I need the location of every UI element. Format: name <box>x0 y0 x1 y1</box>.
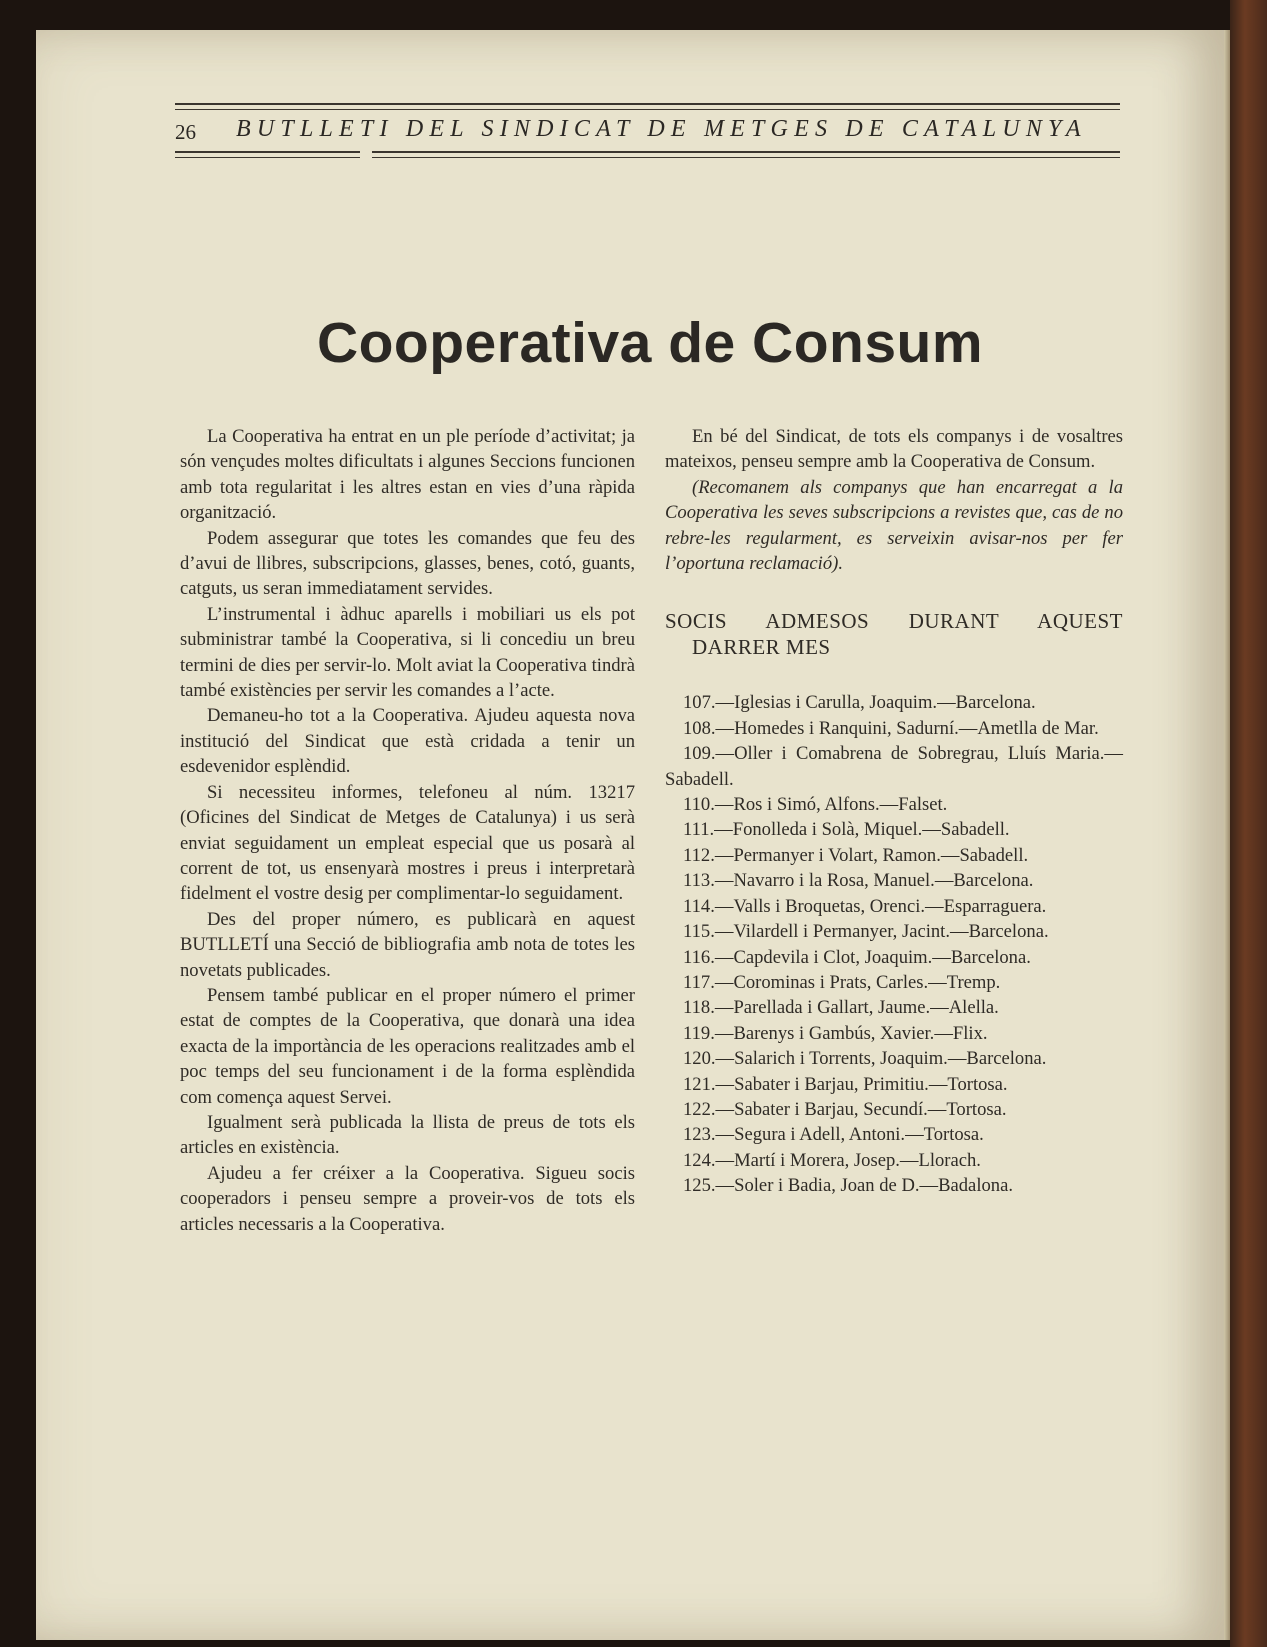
subscription-note: (Recomanem als companys que han encarregat a la Cooperativa les seves subscripcions a revistes que, cas de no rebre-les regularment, es serveixin avisar-nos per fer l’oportuna reclamació). <box>665 476 1123 575</box>
right-column <box>665 424 1123 1199</box>
header-rule-top-thin <box>175 109 1120 110</box>
member-entry: 110.—Ros i Simó, Alfons.—Falset. <box>683 794 948 816</box>
member-entry: 107.—Iglesias i Carulla, Joaquim.—Barcelona. <box>683 692 1036 714</box>
member-entry: 117.—Corominas i Prats, Carles.—Tremp. <box>683 971 1001 993</box>
member-entry: 115.—Vilardell i Permanyer, Jacint.—Barcelona. <box>683 921 1049 943</box>
member-entry: 111.—Fonolleda i Solà, Miquel.—Sabadell. <box>683 819 1010 841</box>
article-title: Cooperativa de Consum <box>316 311 984 375</box>
member-entry: 113.—Navarro i la Rosa, Manuel.—Barcelona. <box>683 870 1034 892</box>
paragraph: Si necessiteu informes, telefoneu al núm. 13217 (Oficines del Sindicat de Metges de Catalunya) i us serà enviat seguidament un empleat especial que us posarà al corrent de tot, us ensenyarà mostres i preus i interpretarà fidelment el vostre desig per complimentar-lo seguidament. <box>180 781 635 905</box>
member-entry: 124.—Martí i Morera, Josep.—Llorach. <box>683 1149 981 1171</box>
paragraph: Des del proper número, es publicarà en aquest BUTLLETÍ una Secció de bibliografia amb nota de totes les novetats publicades. <box>180 908 635 981</box>
members-heading-line1: SOCIS ADMESOS DURANT AQUEST <box>665 609 1123 634</box>
member-entry: 112.—Permanyer i Volart, Ramon.—Sabadell. <box>683 844 1029 866</box>
paragraph: Demaneu-ho tot a la Cooperativa. Ajudeu aquesta nova institució del Sindicat que està cridada a tenir un esdevenidor esplèndid. <box>180 705 635 778</box>
member-entry: 108.—Homedes i Ranquini, Sadurní.—Ametlla de Mar. <box>683 717 1099 739</box>
left-column <box>180 424 635 1237</box>
paragraph: Ajudeu a fer créixer a la Cooperativa. Sigueu socis cooperadors i penseu sempre a proveir-vos de tots els articles necessaris a la Cooperativa. <box>180 1162 635 1235</box>
members-heading-line2: DARRER MES <box>692 635 831 660</box>
paragraph: Igualment serà publicada la llista de preus de tots els articles en existència. <box>180 1111 635 1159</box>
member-entry: 121.—Sabater i Barjau, Primitiu.—Tortosa. <box>683 1073 1008 1095</box>
member-entry: 122.—Sabater i Barjau, Secundí.—Tortosa. <box>683 1098 1007 1120</box>
header-rule-top <box>175 103 1120 105</box>
member-entry: 116.—Capdevila i Clot, Joaquim.—Barcelona. <box>683 946 1031 968</box>
member-entry: 123.—Segura i Adell, Antoni.—Tortosa. <box>683 1124 984 1146</box>
header-rule-bottom-left <box>175 151 360 153</box>
header-rule-bottom-right <box>372 151 1120 153</box>
header-rule-bottom-thin-right <box>372 157 1120 158</box>
member-entry: 118.—Parellada i Gallart, Jaume.—Alella. <box>683 997 999 1019</box>
member-entry: 114.—Valls i Broquetas, Orenci.—Esparraguera. <box>683 895 1047 917</box>
member-entry: 125.—Soler i Badia, Joan de D.—Badalona. <box>683 1175 1013 1197</box>
member-entry: 109.—Oller i Comabrena de Sobregrau, Lluís Maria.—Sabadell. <box>665 743 1123 790</box>
book-spine <box>1230 0 1267 1647</box>
page-number: 26 <box>175 120 196 144</box>
intro-paragraph: En bé del Sindicat, de tots els companys i de vosaltres mateixos, penseu sempre amb la Cooperativa de Consum. <box>665 426 1123 473</box>
paragraph: L’instrumental i àdhuc aparells i mobiliari us els pot subministrar també la Cooperativa, si li concediu un breu termini de dies per servir-lo. Molt aviat la Cooperativa tindrà també existències per servir les comandes a l’acte. <box>180 603 635 702</box>
header-rule-bottom-thin-left <box>175 157 360 158</box>
members-list <box>665 690 1123 1198</box>
paragraph: Pensem també publicar en el proper número el primer estat de comptes de la Cooperativa, que donarà una idea exacta de la importància de les operacions realitzades amb el poc temps del seu funcionament i de la forma esplèndida com comença aquest Servei. <box>180 984 635 1108</box>
paragraph: Podem assegurar que totes les comandes que feu des d’avui de llibres, subscripcions, glasses, benes, cotó, guants, catguts, us seran immediatament servides. <box>180 527 635 600</box>
paragraph: La Cooperativa ha entrat en un ple període d’activitat; ja són vençudes moltes dificultats i algunes Seccions funcionen amb tota regularitat i les altres estan en vies d’una ràpida organització. <box>180 426 635 524</box>
running-header-title: BUTLLETI DEL SINDICAT DE METGES DE CATALUNYA <box>236 116 1087 142</box>
member-entry: 119.—Barenys i Gambús, Xavier.—Flix. <box>683 1022 988 1044</box>
member-entry: 120.—Salarich i Torrents, Joaquim.—Barcelona. <box>683 1048 1047 1070</box>
